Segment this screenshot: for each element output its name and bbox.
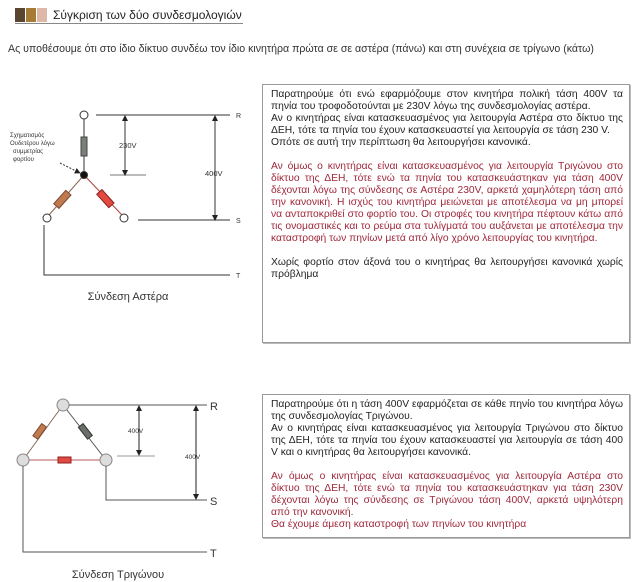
coil-gray <box>78 424 92 440</box>
paragraph: Παρατηρούμε ότι η τάση 400V εφαρμόζεται σε κάθε πηνίο του κινητήρα λόγω της συνδεσμολογίας Τριγώνου. <box>271 399 623 422</box>
annotation-arrow <box>60 163 78 172</box>
annotation-line: Σχηματισμός <box>10 133 45 139</box>
terminal <box>17 454 29 466</box>
terminal <box>57 399 69 411</box>
coil-brown <box>54 190 71 208</box>
star-caption: Σύνδεση Αστέρα <box>87 291 169 303</box>
label-s: S <box>210 496 218 508</box>
coil-brown <box>33 424 47 440</box>
section-title: Σύγκριση των δύο συνδεσμολογιών <box>53 8 242 22</box>
warning-paragraph: Αν όμως ο κινητήρας είναι κατασκευασμένος για λειτουργία Τριγώνου στο δίκτυο της ΔΕΗ, τότε ενώ τα πηνία του κατασκευάστηκαν για τάση 400V δέχονται λόγω της σύνδεσης σε Αστέρα 230V, αρκετά χαμηλότερη τάση από την κανονική. Η ισχύς του κινητήρα μειώνεται με αποτέλεσμα να μη μπορεί να ανταποκριθεί στο φορτίο του. Οι στροφές του κινητήρα πέφτουν κάτω από τις ονομαστικές και το ρεύμα στα τυλίγματά του αυξάνεται με αποτέλεσμα την καταστροφή των πηνίων μετά από λίγο χρόνο λειτουργίας του κινητήρα. <box>271 161 623 244</box>
star-explanation-box <box>262 84 630 343</box>
paragraph: Οπότε σε αυτή την περίπτωση θα λειτουργήσει κανονικά. <box>271 137 531 148</box>
star-diagram <box>43 111 230 275</box>
intro-text: Ας υποθέσουμε ότι στο ίδιο δίκτυο συνδέω τον ίδιο κινητήρα πρώτα σε σε αστέρα (πάνω) και στη συνέχεια σε τρίγωνο (κάτω) <box>8 43 594 55</box>
paragraph: Αν ο κινητήρας είναι κατασκευασμένος για λειτουργία Τριγώνου στο δίκτυο της ΔΕΗ, τότε τα πηνία του έχουν κατασκευαστεί για λειτουργία σε τάση 400 V και ο κινητήρας θα λειτουργήσει κανονικά. <box>271 423 623 458</box>
label-t: T <box>236 273 241 280</box>
annotation-line: φορτίου <box>13 157 34 163</box>
coil-red <box>97 190 114 208</box>
paragraph: Αν ο κινητήρας είναι κατασκευασμένος για λειτουργία Αστέρα στο δίκτυο της ΔΕΗ, τότε τα πηνία του έχουν κατασκευαστεί για λειτουργία σε τάση 230 V. <box>271 113 623 136</box>
terminal <box>43 214 51 222</box>
neutral-point <box>81 172 88 179</box>
diagrams <box>0 0 262 582</box>
delta-caption: Σύνδεση Τριγώνου <box>71 569 165 581</box>
label-400v-line: 400V <box>185 454 201 461</box>
coil-gray <box>81 137 87 156</box>
line-t <box>44 225 230 275</box>
line-s <box>106 466 207 500</box>
paragraph: Χωρίς φορτίο στον άξονά του ο κινητήρας θα λειτουργήσει κανονικά χωρίς πρόβλημα <box>271 257 623 280</box>
delta-explanation-box <box>262 394 630 538</box>
label-230v: 230V <box>119 141 137 150</box>
annotation-line: συμμετρίας <box>13 149 44 155</box>
paragraph: Παρατηρούμε ότι ενώ εφαρμόζουμε στον κινητήρα πολική τάση 400V τα πηνία του τροφοδοτούνται με 230V λόγω της συνδεσμολογίας αστέρα. <box>271 89 623 112</box>
label-s: S <box>236 218 241 225</box>
warning-paragraph: Αν όμως ο κινητήρας είναι κατασκευασμένος για λειτουργία Αστέρα στο δίκτυο της ΔΕΗ, τότε ενώ τα πηνία του κατασκευάστηκαν για τάση 230V δέχονται λόγω της σύνδεσης σε Τριγώνου τάση 400V, αρκετά υψηλότερη από την κανονική. <box>271 471 623 518</box>
coil-red <box>58 457 71 463</box>
terminal <box>100 454 112 466</box>
terminal <box>120 214 128 222</box>
annotation-line: Ουδετέρου λόγω <box>10 141 55 147</box>
line-t <box>23 466 207 552</box>
label-400v-phase: 400V <box>128 428 144 435</box>
warning-paragraph: Θα έχουμε άμεση καταστροφή των πηνίων του κινητήρα <box>271 519 527 530</box>
label-t: T <box>210 548 217 560</box>
label-r: R <box>236 113 242 120</box>
label-r: R <box>210 401 218 413</box>
delta-diagram <box>17 399 207 552</box>
terminal <box>80 111 88 119</box>
label-400v: 400V <box>205 169 223 178</box>
